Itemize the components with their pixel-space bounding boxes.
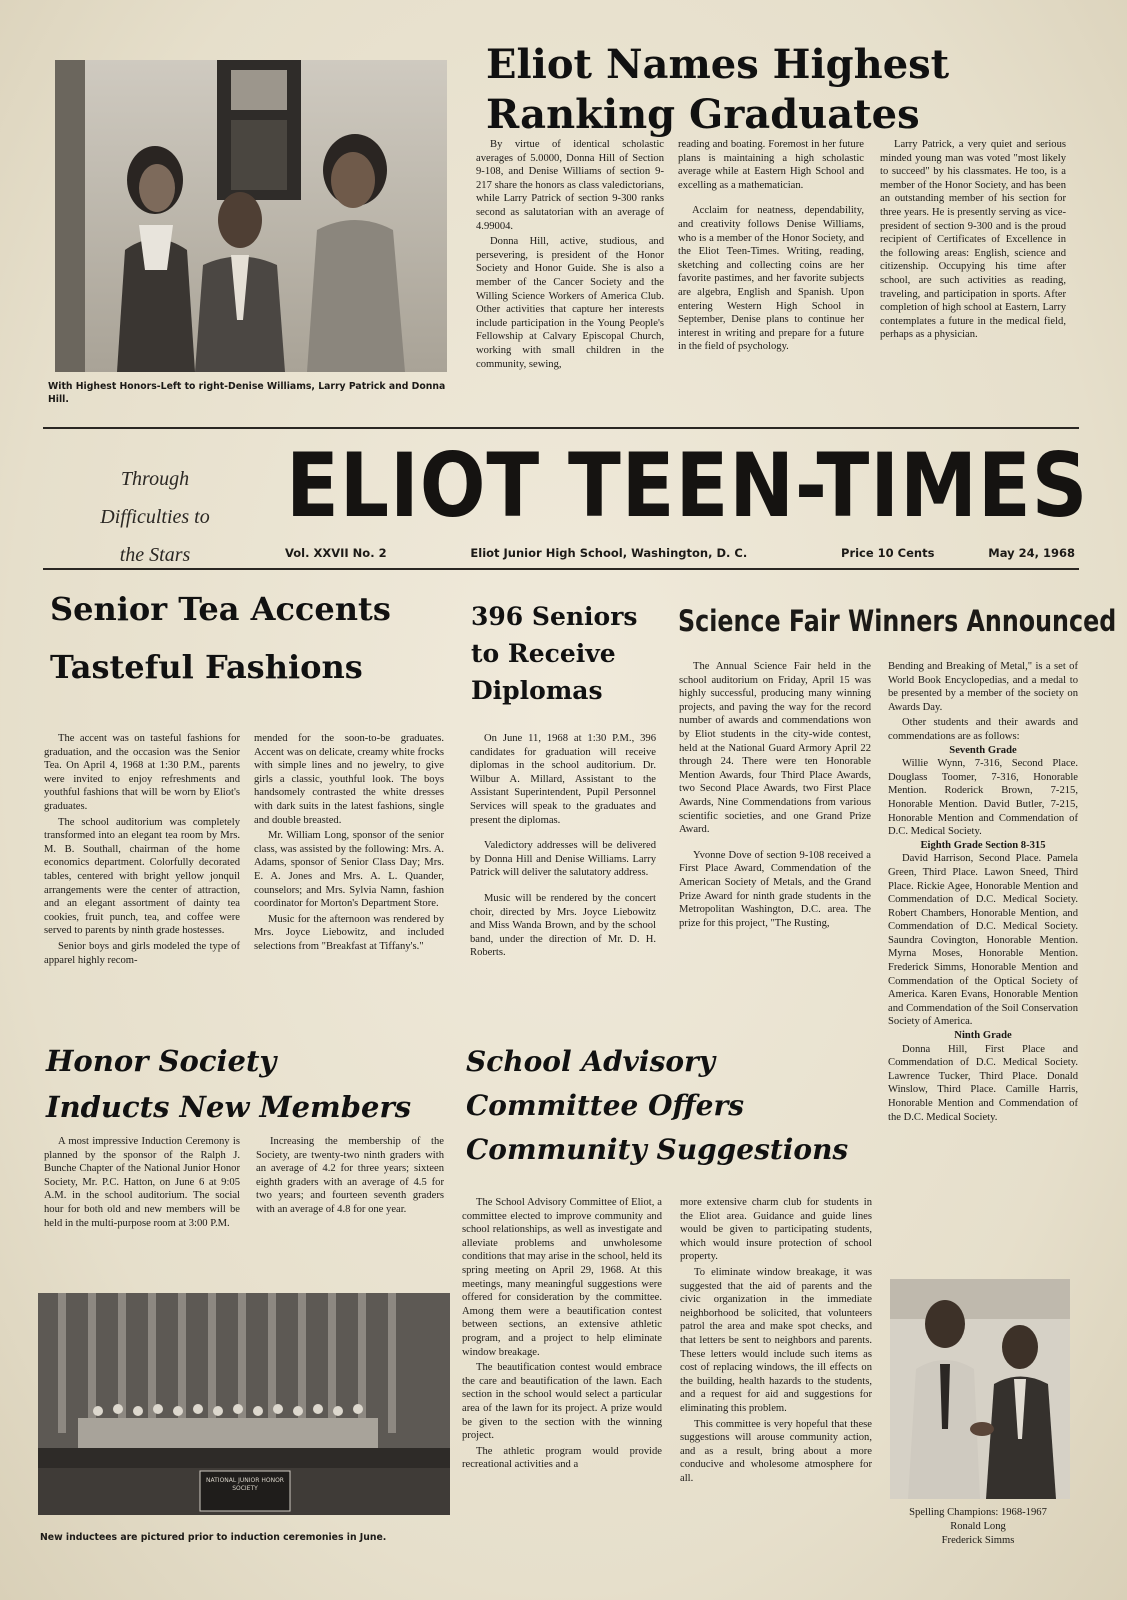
spelling-champions-image (890, 1279, 1070, 1499)
advisory-col1 (462, 1196, 662, 1472)
honor-society-headline-line2: Inducts New Members (46, 1090, 412, 1124)
inductees-photo-caption: New inductees are pictured prior to induction ceremonies in June. (40, 1532, 387, 1543)
diplomas-p1: On June 11, 1968 at 1:30 P.M., 396 candidates for graduation will receive diplomas in the school auditorium. Dr. Wilbur A. Millard, Assistant to the Assistant Superintendent, Pupil Personnel Services will speak to the graduates and present the diplomas. (470, 733, 656, 826)
seventh-grade-text: Willie Wynn, 7-316, Second Place. Douglass Toomer, 7-316, Honorable Mention. Roderick Brown, 7-215, Honorable Mention. David Butler, 7-215, Honorable Mention and Commendation of D.C. Medical Society. (888, 758, 1078, 838)
spelling-caption-line1: Spelling Champions: 1968-1967 (909, 1507, 1047, 1518)
advisory-col1-p3: The athletic program would provide recreational activities and a (462, 1445, 662, 1471)
advisory-col2 (680, 1196, 872, 1485)
senior-tea-headline-line1: Senior Tea Accents (50, 590, 391, 628)
advisory-headline-line1: School Advisory (466, 1045, 716, 1078)
advisory-col1-p2: The beautification contest would embrace the care and beautification of the lawn. Each section in the school would select a particular area of the lawn for its project. A prize would be given to the section with the winning project. (462, 1362, 662, 1442)
science-fair-col2 (888, 660, 1078, 1124)
masthead-school: Eliot Junior High School, Washington, D. C. (470, 546, 748, 560)
spelling-caption-line2: Ronald Long (950, 1521, 1006, 1532)
science-fair-col1-p2: Yvonne Dove of section 9-108 received a First Place Award, Commendation of the American Society of Metals, and the Grand Prize Award for ninth grade students in the Metropolitan Washington, D.C. area. The prize for this project, "The Rusting, (679, 849, 871, 929)
top-article-col2 (678, 138, 864, 354)
masthead-volume: Vol. XXVII No. 2 (285, 546, 387, 560)
motto-line1: Through (120, 468, 190, 490)
science-fair-col2-p1: Bending and Breaking of Metal," is a set of World Book Encyclopedias, and a medal to be presented by a member of the society on Awards Day. (888, 661, 1078, 713)
ninth-grade-heading: Ninth Grade (954, 1030, 1012, 1042)
diplomas-headline-line2: to Receive (471, 639, 616, 668)
top-article-col1-p1: By virtue of identical scholastic averages of 5.0000, Donna Hill of Section 9-108, and Denise Williams of section 9-217 share the honors as class valedictorians, while Larry Patrick of section 9-300 ranks second as salutatorian with an average of 4.99004. (476, 139, 664, 232)
seventh-grade-heading: Seventh Grade (949, 744, 1017, 756)
masthead-bottom-rule (43, 568, 1079, 570)
diplomas-p3: Music will be rendered by the concert choir, directed by Mrs. Joyce Liebowitz and Miss Wanda Brown, and by the school band, under the direction of Mr. D. H. Roberts. (470, 892, 656, 959)
eighth-grade-heading: Eighth Grade Section 8-315 (920, 839, 1046, 851)
advisory-headline-line2: Committee Offers (466, 1089, 744, 1122)
science-fair-headline: Science Fair Winners Announced (678, 604, 1117, 638)
honor-society-col2-p1: Increasing the membership of the Society, are twenty-two ninth graders with an average of 4.2 for three years; sixteen eighth graders with an average of 4.5 for two years; and fourteen seventh graders with an average of 4.8 for one year. (256, 1136, 444, 1215)
senior-tea-col2-p3: Music for the afternoon was rendered by Mrs. Joyce Liebowitz, and included selections from "Breakfast at Tiffany's." (254, 913, 444, 952)
diplomas-headline-line3: Diplomas (471, 676, 603, 705)
graduates-photo-image (55, 60, 447, 372)
honor-society-col1 (44, 1135, 240, 1230)
eighth-grade-text: David Harrison, Second Place. Pamela Green, Third Place. Lawon Sneed, Third Place. Rickie Agee, Honorable Mention and Commendation of D.C. Medical Society. Robert Chambers, Honorable Mention, and Commendation of D.C. Medical Society. Saundra Covington, Honorable Mention. Myrna Moses, Honorable Mention. Frederick Simms, Honorable Mention and Commendation of the Optical Society of America. Karen Evans, Honorable Mention and Commendation of the Soil Conservation Society of America. (888, 853, 1078, 1028)
top-article-col1-p2: Donna Hill, active, studious, and persevering, is president of the Honor Society and Honor Guide. She is also a member of the Cancer Society and the Willing Science Workers of America Club. Other activities that capture her interests include participation in the Young People's Fellowship at Calvary Episcopal Church, working with small children in the community, sewing, (476, 236, 664, 370)
honor-society-col2 (256, 1135, 444, 1217)
advisory-headline (466, 1040, 886, 1172)
senior-tea-headline-line2: Tasteful Fashions (50, 648, 363, 686)
senior-tea-col2-p1: mended for the soon-to-be graduates. Accent was on delicate, creamy white frocks with simple lines and no jewelry, to give girls a classic, youthful look. The boys handsomely contrasted the white dresses with dark suits in the latest fashions, single and double breasted. (254, 733, 444, 826)
advisory-col2-p1: more extensive charm club for students in the Eliot area. Guidance and guide lines would be given to participating students, which would insure protection of school property. (680, 1197, 872, 1263)
diplomas-headline-line1: 396 Seniors (471, 602, 638, 631)
science-fair-col2-p2: Other students and their awards and commendations are as follows: (888, 717, 1078, 742)
motto-line2: Difficulties to (100, 506, 210, 528)
honor-society-headline-line1: Honor Society (46, 1044, 277, 1078)
diplomas-body (470, 732, 656, 960)
top-article-col2-p2: Acclaim for neatness, dependability, and creativity follows Denise Williams, who is a member of the Honor Society, and the Eliot Teen-Times. Writing, reading, sketching and collecting coins are her favorite pastimes, and her favorite subjects are algebra, English and Spanish. Upon entering Western High School in September, Denise plans to continue her interest in writing and prepare for a future in the field of psychology. (678, 205, 864, 353)
top-article-col1 (476, 138, 664, 371)
motto (80, 460, 230, 574)
ninth-grade-text: Donna Hill, First Place and Commendation of D.C. Medical Society. Lawrence Tucker, Third Place. Donald Winslow, Third Place. Camille Harris, Honorable Mention and Commendation of the D.C. Medical Society. (888, 1043, 1078, 1123)
masthead-title: ELIOT TEEN-TIMES (286, 434, 1089, 537)
senior-tea-headline (50, 580, 450, 696)
masthead-info-line (285, 546, 1075, 560)
senior-tea-col1-p3: Senior boys and girls modeled the type of apparel highly recom- (44, 940, 240, 966)
top-article-col3 (880, 138, 1066, 342)
advisory-headline-line3: Community Suggestions (466, 1133, 849, 1166)
honor-society-col1-p1: A most impressive Induction Ceremony is planned by the sponsor of the Ralph J. Bunche Chapter of the National Junior Honor Society, Mr. P.C. Hatton, on June 6 at 9:05 A.M. in the school auditorium. The social hour for both old and new members will be held in the multi-purpose room at 3:00 P.M. (44, 1136, 240, 1229)
spelling-champions-photo (890, 1279, 1070, 1499)
senior-tea-col1 (44, 732, 240, 967)
senior-tea-col1-p2: The school auditorium was completely transformed into an elegant tea room by Mrs. M. B. Southall, chairman of the home economics department. Colorfully decorated tables, centered with bright yellow jonquil arrangements were the center of attraction, and an elegant assortment of dainty tea cookies, fruit punch, tea, and coffee were served to parents by ninth grade hostesses. (44, 816, 240, 937)
senior-tea-col1-p1: The accent was on tasteful fashions for graduation, and the occasion was the Senior Tea. On April 4, 1968 at 1:30 P.M., parents were invited to enjoy refreshments and youthful fashions that will be worn by Eliot's graduates. (44, 733, 240, 812)
advisory-col2-p3: This committee is very hopeful that these suggestions will arouse community action, and as a result, bring about a more conducive and wholesome atmosphere for all. (680, 1418, 872, 1484)
senior-tea-col2 (254, 732, 444, 954)
top-headline: Eliot Names Highest Ranking Graduates (486, 41, 950, 138)
diplomas-headline (471, 598, 651, 709)
diplomas-p2: Valedictory addresses will be delivered by Donna Hill and Denise Williams. Larry Patrick will deliver the salutatory address. (470, 840, 656, 879)
advisory-col1-p1: The School Advisory Committee of Eliot, a committee elected to improve community and school relationships, as well as investigate and alleviate problems and unwholesome conditions that may arise in the school, held its spring meeting on April 29, 1968. At this meetings, many meaningful suggestions were offered for consideration by the committee. Among them were a beautification contest between sections, an extensive athletic program, and a project to help eliminate window breakage. (462, 1197, 662, 1358)
senior-tea-col2-p2: Mr. William Long, sponsor of the senior class, was assisted by the following: Mrs. A. Adams, sponsor of Senior Class Day; Mrs. E. A. Jones and Mrs. A. L. Quander, counselors; and Mrs. Sylvia Namn, fashion coordinator for Morton's Department Store. (254, 830, 444, 910)
honor-society-headline (46, 1038, 446, 1130)
motto-line3: the Stars (119, 544, 191, 566)
graduates-photo (55, 60, 447, 372)
science-fair-col1 (679, 660, 871, 930)
spelling-champions-caption (878, 1506, 1078, 1548)
inductees-banner: NATIONAL JUNIOR HONOR SOCIETY (206, 1477, 284, 1492)
top-article-col3-p1: Larry Patrick, a very quiet and serious minded young man was voted "most likely to succeed" by his classmates. He too, is a member of the Honor Society, and has been an outstanding member of his section for three years. He is presently serving as vice-president of section 9-300 and is the proud recipient of Certificates of Excellence in the following areas: English, science and citizenship. Occupying his time after school, are such activities as reading, traveling, and participation in sports. After completion of high school at Eastern, Larry contemplates a future in the medical field, perhaps as a physician. (880, 139, 1066, 341)
graduates-photo-caption: With Highest Honors-Left to right-Denise Williams, Larry Patrick and Donna Hill. (48, 381, 446, 405)
advisory-col2-p2: To eliminate window breakage, it was suggested that the aid of parents and the civic organization in the immediate neighborhood be solicited, that volunteers patrol the area and make spot checks, and that letters be sent to neighbors and parents. These letters would include such items as cost of replacing windows, the ill effects on the building, health hazards to the students, and a request for aid and suggestions for eliminating this problem. (680, 1266, 872, 1414)
science-fair-col1-p1: The Annual Science Fair held in the school auditorium on Friday, April 15 was highly successful, producing many winning projects, and paving the way for the record number of awards and commendations won by Eliot students in the city-wide contest, held at the National Guard Armory April 22 through 24. There were ten Honorable Mention Awards, four Third Place Awards, two Second Place Awards, two First Place Awards, Nine Commendations from various scientific societies, and one Grand Prize Award. (679, 661, 871, 836)
masthead-date: May 24, 1968 (988, 546, 1075, 560)
masthead-price: Price 10 Cents (841, 546, 935, 560)
inductees-photo (38, 1293, 450, 1515)
top-article-col2-p1: reading and boating. Foremost in her future plans is maintaining a high scholastic average while at Eastern High School and excelling as a mathematician. (678, 139, 864, 191)
spelling-caption-line3: Frederick Simms (941, 1535, 1015, 1546)
